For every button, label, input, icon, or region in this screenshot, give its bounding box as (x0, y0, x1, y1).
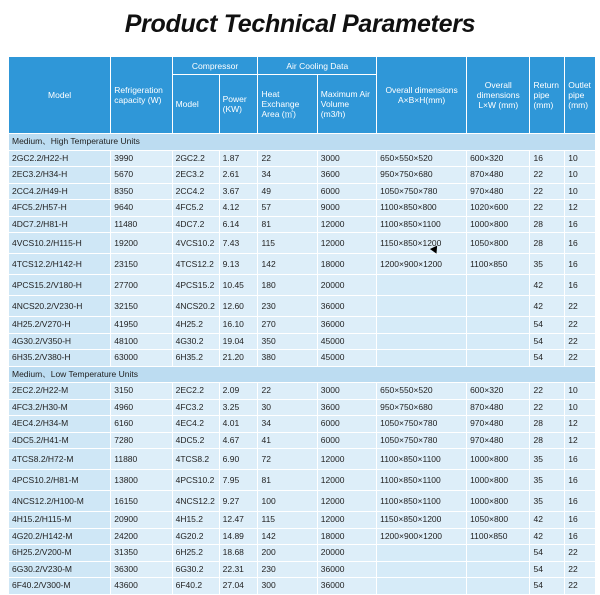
cell-outlet-pipe: 22 (565, 296, 596, 317)
cell-max-air-volume: 12000 (317, 216, 376, 233)
cell-refrigeration-capacity: 11880 (111, 449, 172, 470)
cell-refrigeration-capacity: 6160 (111, 416, 172, 433)
cell-refrigeration-capacity: 48100 (111, 333, 172, 350)
cell-max-air-volume: 18000 (317, 528, 376, 545)
table-row (9, 399, 596, 416)
table-row (9, 578, 596, 595)
table-row (9, 561, 596, 578)
cell-compressor-model: 4G30.2 (172, 333, 219, 350)
cell-heat-exchange-area: 350 (258, 333, 317, 350)
header-overall-dimensions-lw: Overall dimensions L×W (mm) (467, 57, 530, 134)
cell-return-pipe: 54 (530, 561, 565, 578)
cell-max-air-volume: 45000 (317, 350, 376, 367)
cell-overall-dimensions-lw (467, 317, 530, 334)
cell-max-air-volume: 12000 (317, 512, 376, 529)
cell-return-pipe: 28 (530, 432, 565, 449)
cell-model: 4H15.2/H115-M (9, 512, 111, 529)
cell-outlet-pipe: 16 (565, 233, 596, 254)
cell-overall-dimensions-abh: 650×550×520 (377, 150, 467, 167)
cell-overall-dimensions-abh (377, 578, 467, 595)
table-row (9, 545, 596, 562)
cell-overall-dimensions-lw: 1000×800 (467, 449, 530, 470)
section-label: Medium、High Temperature Units (9, 134, 596, 151)
cell-return-pipe: 54 (530, 317, 565, 334)
cell-max-air-volume: 6000 (317, 416, 376, 433)
cell-return-pipe: 22 (530, 200, 565, 217)
cell-max-air-volume: 12000 (317, 449, 376, 470)
cell-refrigeration-capacity: 20900 (111, 512, 172, 529)
cell-outlet-pipe: 16 (565, 470, 596, 491)
cell-overall-dimensions-lw (467, 350, 530, 367)
cell-compressor-model: 4DC5.2 (172, 432, 219, 449)
cell-model: 2GC2.2/H22-H (9, 150, 111, 167)
cell-return-pipe: 54 (530, 545, 565, 562)
table-row (9, 317, 596, 334)
cell-max-air-volume: 3600 (317, 167, 376, 184)
cell-compressor-model: 4EC4.2 (172, 416, 219, 433)
cell-power: 12.60 (219, 296, 258, 317)
cell-refrigeration-capacity: 32150 (111, 296, 172, 317)
table-row (9, 200, 596, 217)
cell-compressor-model: 4H25.2 (172, 317, 219, 334)
cell-power: 7.95 (219, 470, 258, 491)
cell-outlet-pipe: 16 (565, 254, 596, 275)
cell-max-air-volume: 20000 (317, 545, 376, 562)
cell-outlet-pipe: 16 (565, 275, 596, 296)
cell-power: 14.89 (219, 528, 258, 545)
cell-outlet-pipe: 22 (565, 350, 596, 367)
cell-compressor-model: 4PCS15.2 (172, 275, 219, 296)
cell-refrigeration-capacity: 7280 (111, 432, 172, 449)
header-heat-exchange-area: Heat Exchange Area (㎡) (258, 75, 317, 134)
cell-model: 4FC5.2/H57-H (9, 200, 111, 217)
cell-overall-dimensions-abh (377, 317, 467, 334)
cell-max-air-volume: 12000 (317, 233, 376, 254)
cell-model: 6H35.2/V380-H (9, 350, 111, 367)
cell-model: 4NCS12.2/H100-M (9, 491, 111, 512)
cell-refrigeration-capacity: 3150 (111, 383, 172, 400)
header-compressor: Compressor (172, 57, 258, 75)
cell-overall-dimensions-lw: 600×320 (467, 150, 530, 167)
cell-power: 9.27 (219, 491, 258, 512)
cell-compressor-model: 4G20.2 (172, 528, 219, 545)
cell-compressor-model: 4FC3.2 (172, 399, 219, 416)
cell-max-air-volume: 3000 (317, 383, 376, 400)
cell-refrigeration-capacity: 41950 (111, 317, 172, 334)
cell-model: 2EC3.2/H34-H (9, 167, 111, 184)
cell-heat-exchange-area: 115 (258, 512, 317, 529)
cell-power: 4.67 (219, 432, 258, 449)
cell-overall-dimensions-abh: 1100×850×800 (377, 200, 467, 217)
cell-overall-dimensions-lw (467, 561, 530, 578)
cell-overall-dimensions-abh: 1200×900×1200 (377, 254, 467, 275)
cell-heat-exchange-area: 180 (258, 275, 317, 296)
cell-overall-dimensions-abh (377, 333, 467, 350)
cell-overall-dimensions-abh: 1150×850×1200 (377, 512, 467, 529)
cell-return-pipe: 54 (530, 350, 565, 367)
cell-model: 4PCS15.2/V180-H (9, 275, 111, 296)
table-row (9, 333, 596, 350)
table-row (9, 432, 596, 449)
cell-heat-exchange-area: 200 (258, 545, 317, 562)
cell-max-air-volume: 36000 (317, 317, 376, 334)
cell-return-pipe: 42 (530, 275, 565, 296)
cell-return-pipe: 28 (530, 416, 565, 433)
cell-refrigeration-capacity: 27700 (111, 275, 172, 296)
cell-power: 9.13 (219, 254, 258, 275)
cell-heat-exchange-area: 49 (258, 183, 317, 200)
cell-model: 4EC4.2/H34-M (9, 416, 111, 433)
cell-return-pipe: 35 (530, 491, 565, 512)
cell-overall-dimensions-lw (467, 333, 530, 350)
cell-outlet-pipe: 10 (565, 183, 596, 200)
cell-overall-dimensions-abh: 950×750×680 (377, 399, 467, 416)
header-max-air-volume: Maximum Air Volume (m3/h) (317, 75, 376, 134)
cell-outlet-pipe: 16 (565, 528, 596, 545)
cell-compressor-model: 4H15.2 (172, 512, 219, 529)
cell-compressor-model: 4DC7.2 (172, 216, 219, 233)
cell-outlet-pipe: 10 (565, 150, 596, 167)
cell-power: 19.04 (219, 333, 258, 350)
table-row (9, 275, 596, 296)
cell-outlet-pipe: 10 (565, 399, 596, 416)
cell-return-pipe: 42 (530, 528, 565, 545)
cell-model: 4FC3.2/H30-M (9, 399, 111, 416)
cell-heat-exchange-area: 72 (258, 449, 317, 470)
header-return-pipe: Return pipe (mm) (530, 57, 565, 134)
cell-compressor-model: 4FC5.2 (172, 200, 219, 217)
cell-outlet-pipe: 12 (565, 432, 596, 449)
cell-refrigeration-capacity: 24200 (111, 528, 172, 545)
table-row (9, 216, 596, 233)
cell-overall-dimensions-lw: 870×480 (467, 399, 530, 416)
cell-return-pipe: 54 (530, 578, 565, 595)
cell-model: 4VCS10.2/H115-H (9, 233, 111, 254)
cell-refrigeration-capacity: 16150 (111, 491, 172, 512)
cell-overall-dimensions-abh (377, 296, 467, 317)
cell-heat-exchange-area: 142 (258, 254, 317, 275)
cell-model: 4G20.2/H142-M (9, 528, 111, 545)
cell-power: 6.90 (219, 449, 258, 470)
cell-outlet-pipe: 22 (565, 561, 596, 578)
cell-power: 3.67 (219, 183, 258, 200)
cell-power: 2.61 (219, 167, 258, 184)
cell-overall-dimensions-abh: 650×550×520 (377, 383, 467, 400)
cell-compressor-model: 4NCS12.2 (172, 491, 219, 512)
cell-refrigeration-capacity: 63000 (111, 350, 172, 367)
cell-compressor-model: 4TCS12.2 (172, 254, 219, 275)
cell-overall-dimensions-lw: 970×480 (467, 183, 530, 200)
cell-model: 4PCS10.2/H81-M (9, 470, 111, 491)
cell-return-pipe: 35 (530, 254, 565, 275)
cell-power: 7.43 (219, 233, 258, 254)
cell-outlet-pipe: 16 (565, 512, 596, 529)
cell-model: 4TCS8.2/H72-M (9, 449, 111, 470)
cell-power: 4.12 (219, 200, 258, 217)
cell-max-air-volume: 3000 (317, 150, 376, 167)
cell-model: 4NCS20.2/V230-H (9, 296, 111, 317)
cell-outlet-pipe: 22 (565, 333, 596, 350)
cell-return-pipe: 28 (530, 216, 565, 233)
cell-refrigeration-capacity: 13800 (111, 470, 172, 491)
cell-outlet-pipe: 16 (565, 449, 596, 470)
table-header (9, 57, 596, 134)
cell-overall-dimensions-lw: 1100×850 (467, 254, 530, 275)
cell-power: 1.87 (219, 150, 258, 167)
cell-return-pipe: 22 (530, 383, 565, 400)
cell-overall-dimensions-lw: 1050×800 (467, 512, 530, 529)
table-row (9, 528, 596, 545)
cell-max-air-volume: 6000 (317, 432, 376, 449)
cell-heat-exchange-area: 270 (258, 317, 317, 334)
header-overall-dimensions-abh: Overall dimensions A×B×H(mm) (377, 57, 467, 134)
table-row (9, 512, 596, 529)
cell-power: 27.04 (219, 578, 258, 595)
cell-overall-dimensions-abh (377, 561, 467, 578)
cell-outlet-pipe: 16 (565, 491, 596, 512)
cell-refrigeration-capacity: 19200 (111, 233, 172, 254)
cell-refrigeration-capacity: 36300 (111, 561, 172, 578)
cell-compressor-model: 4NCS20.2 (172, 296, 219, 317)
cell-return-pipe: 22 (530, 167, 565, 184)
header-refrigeration-capacity: Refrigeration capacity (W) (111, 57, 172, 134)
cell-heat-exchange-area: 230 (258, 561, 317, 578)
cell-max-air-volume: 36000 (317, 296, 376, 317)
cell-overall-dimensions-lw: 1020×600 (467, 200, 530, 217)
cell-compressor-model: 4PCS10.2 (172, 470, 219, 491)
cell-model: 4DC5.2/H41-M (9, 432, 111, 449)
cell-outlet-pipe: 22 (565, 545, 596, 562)
cell-outlet-pipe: 16 (565, 216, 596, 233)
cell-overall-dimensions-lw (467, 545, 530, 562)
cell-overall-dimensions-lw: 1000×800 (467, 216, 530, 233)
cell-outlet-pipe: 10 (565, 167, 596, 184)
cell-return-pipe: 16 (530, 150, 565, 167)
cell-model: 4G30.2/V350-H (9, 333, 111, 350)
cell-heat-exchange-area: 380 (258, 350, 317, 367)
cell-return-pipe: 35 (530, 449, 565, 470)
cell-overall-dimensions-abh: 1050×750×780 (377, 416, 467, 433)
cell-model: 4TCS12.2/H142-H (9, 254, 111, 275)
section-label: Medium、Low Temperature Units (9, 366, 596, 383)
cell-heat-exchange-area: 300 (258, 578, 317, 595)
cell-overall-dimensions-abh: 1050×750×780 (377, 183, 467, 200)
cell-power: 3.25 (219, 399, 258, 416)
table-row (9, 350, 596, 367)
cell-compressor-model: 2CC4.2 (172, 183, 219, 200)
cell-model: 2CC4.2/H49-H (9, 183, 111, 200)
cell-refrigeration-capacity: 5670 (111, 167, 172, 184)
cell-compressor-model: 2EC2.2 (172, 383, 219, 400)
cell-overall-dimensions-abh (377, 275, 467, 296)
cell-heat-exchange-area: 41 (258, 432, 317, 449)
cell-model: 6H25.2/V200-M (9, 545, 111, 562)
cell-power: 12.47 (219, 512, 258, 529)
cell-return-pipe: 42 (530, 512, 565, 529)
cell-compressor-model: 6F40.2 (172, 578, 219, 595)
cell-overall-dimensions-abh: 1050×750×780 (377, 432, 467, 449)
cell-power: 22.31 (219, 561, 258, 578)
table-row (9, 183, 596, 200)
cell-overall-dimensions-lw (467, 275, 530, 296)
cell-outlet-pipe: 22 (565, 578, 596, 595)
cell-max-air-volume: 18000 (317, 254, 376, 275)
cell-heat-exchange-area: 100 (258, 491, 317, 512)
cell-power: 21.20 (219, 350, 258, 367)
table-row (9, 254, 596, 275)
cell-refrigeration-capacity: 23150 (111, 254, 172, 275)
cell-return-pipe: 54 (530, 333, 565, 350)
cell-max-air-volume: 36000 (317, 578, 376, 595)
cell-refrigeration-capacity: 4960 (111, 399, 172, 416)
table-body (9, 134, 596, 595)
cell-refrigeration-capacity: 3990 (111, 150, 172, 167)
cell-model: 4H25.2/V270-H (9, 317, 111, 334)
table-row (9, 150, 596, 167)
cell-model: 6F40.2/V300-M (9, 578, 111, 595)
cell-heat-exchange-area: 30 (258, 399, 317, 416)
cell-return-pipe: 28 (530, 233, 565, 254)
cell-outlet-pipe: 10 (565, 383, 596, 400)
cell-max-air-volume: 6000 (317, 183, 376, 200)
cell-compressor-model: 6H35.2 (172, 350, 219, 367)
technical-parameters-table (8, 56, 596, 595)
cell-return-pipe: 22 (530, 399, 565, 416)
cell-heat-exchange-area: 115 (258, 233, 317, 254)
cell-overall-dimensions-lw: 970×480 (467, 416, 530, 433)
cell-overall-dimensions-abh: 1100×850×1100 (377, 491, 467, 512)
cell-overall-dimensions-lw: 1000×800 (467, 470, 530, 491)
cell-overall-dimensions-lw: 600×320 (467, 383, 530, 400)
cell-overall-dimensions-abh (377, 545, 467, 562)
header-power: Power (KW) (219, 75, 258, 134)
cell-heat-exchange-area: 81 (258, 216, 317, 233)
cell-refrigeration-capacity: 31350 (111, 545, 172, 562)
cell-overall-dimensions-abh: 1100×850×1100 (377, 216, 467, 233)
cell-max-air-volume: 12000 (317, 470, 376, 491)
cell-overall-dimensions-lw (467, 296, 530, 317)
cell-overall-dimensions-lw (467, 578, 530, 595)
header-outlet-pipe: Outlet pipe (mm) (565, 57, 596, 134)
cell-power: 4.01 (219, 416, 258, 433)
cell-overall-dimensions-abh (377, 350, 467, 367)
cell-overall-dimensions-lw: 1100×850 (467, 528, 530, 545)
cell-max-air-volume: 20000 (317, 275, 376, 296)
table-row (9, 491, 596, 512)
cell-refrigeration-capacity: 11480 (111, 216, 172, 233)
cell-compressor-model: 2EC3.2 (172, 167, 219, 184)
cell-compressor-model: 6H25.2 (172, 545, 219, 562)
cell-outlet-pipe: 12 (565, 416, 596, 433)
cell-heat-exchange-area: 57 (258, 200, 317, 217)
cell-heat-exchange-area: 34 (258, 167, 317, 184)
cell-heat-exchange-area: 142 (258, 528, 317, 545)
cell-overall-dimensions-lw: 1000×800 (467, 491, 530, 512)
cell-heat-exchange-area: 81 (258, 470, 317, 491)
cell-overall-dimensions-abh: 1150×850×1200 (377, 233, 467, 254)
cell-overall-dimensions-lw: 970×480 (467, 432, 530, 449)
cell-model: 2EC2.2/H22-M (9, 383, 111, 400)
cell-compressor-model: 4VCS10.2 (172, 233, 219, 254)
cell-heat-exchange-area: 230 (258, 296, 317, 317)
cell-power: 16.10 (219, 317, 258, 334)
cell-model: 4DC7.2/H81-H (9, 216, 111, 233)
section-row (9, 366, 596, 383)
cell-power: 18.68 (219, 545, 258, 562)
cell-heat-exchange-area: 22 (258, 150, 317, 167)
table-row (9, 167, 596, 184)
header-compressor-model: Model (172, 75, 219, 134)
cell-power: 6.14 (219, 216, 258, 233)
cell-max-air-volume: 45000 (317, 333, 376, 350)
cell-max-air-volume: 3600 (317, 399, 376, 416)
cell-max-air-volume: 36000 (317, 561, 376, 578)
cell-outlet-pipe: 12 (565, 200, 596, 217)
cell-overall-dimensions-lw: 870×480 (467, 167, 530, 184)
cell-max-air-volume: 12000 (317, 491, 376, 512)
section-row (9, 134, 596, 151)
cell-compressor-model: 4TCS8.2 (172, 449, 219, 470)
table-row (9, 449, 596, 470)
header-model: Model (9, 57, 111, 134)
cell-heat-exchange-area: 34 (258, 416, 317, 433)
page-title: Product Technical Parameters (124, 10, 476, 38)
table-row (9, 296, 596, 317)
header-air-cooling: Air Cooling Data (258, 57, 377, 75)
cell-refrigeration-capacity: 9640 (111, 200, 172, 217)
cell-return-pipe: 35 (530, 470, 565, 491)
cell-overall-dimensions-lw: 1050×800 (467, 233, 530, 254)
table-row (9, 416, 596, 433)
cell-overall-dimensions-abh: 1200×900×1200 (377, 528, 467, 545)
cell-overall-dimensions-abh: 950×750×680 (377, 167, 467, 184)
cell-compressor-model: 6G30.2 (172, 561, 219, 578)
cell-return-pipe: 42 (530, 296, 565, 317)
cell-max-air-volume: 9000 (317, 200, 376, 217)
table-row (9, 470, 596, 491)
cell-compressor-model: 2GC2.2 (172, 150, 219, 167)
cell-refrigeration-capacity: 43600 (111, 578, 172, 595)
cell-outlet-pipe: 22 (565, 317, 596, 334)
cell-model: 6G30.2/V230-M (9, 561, 111, 578)
cell-overall-dimensions-abh: 1100×850×1100 (377, 449, 467, 470)
cell-heat-exchange-area: 22 (258, 383, 317, 400)
table-row (9, 233, 596, 254)
cell-overall-dimensions-abh: 1100×850×1100 (377, 470, 467, 491)
cell-power: 2.09 (219, 383, 258, 400)
cell-power: 10.45 (219, 275, 258, 296)
cell-refrigeration-capacity: 8350 (111, 183, 172, 200)
table-row (9, 383, 596, 400)
cell-return-pipe: 22 (530, 183, 565, 200)
